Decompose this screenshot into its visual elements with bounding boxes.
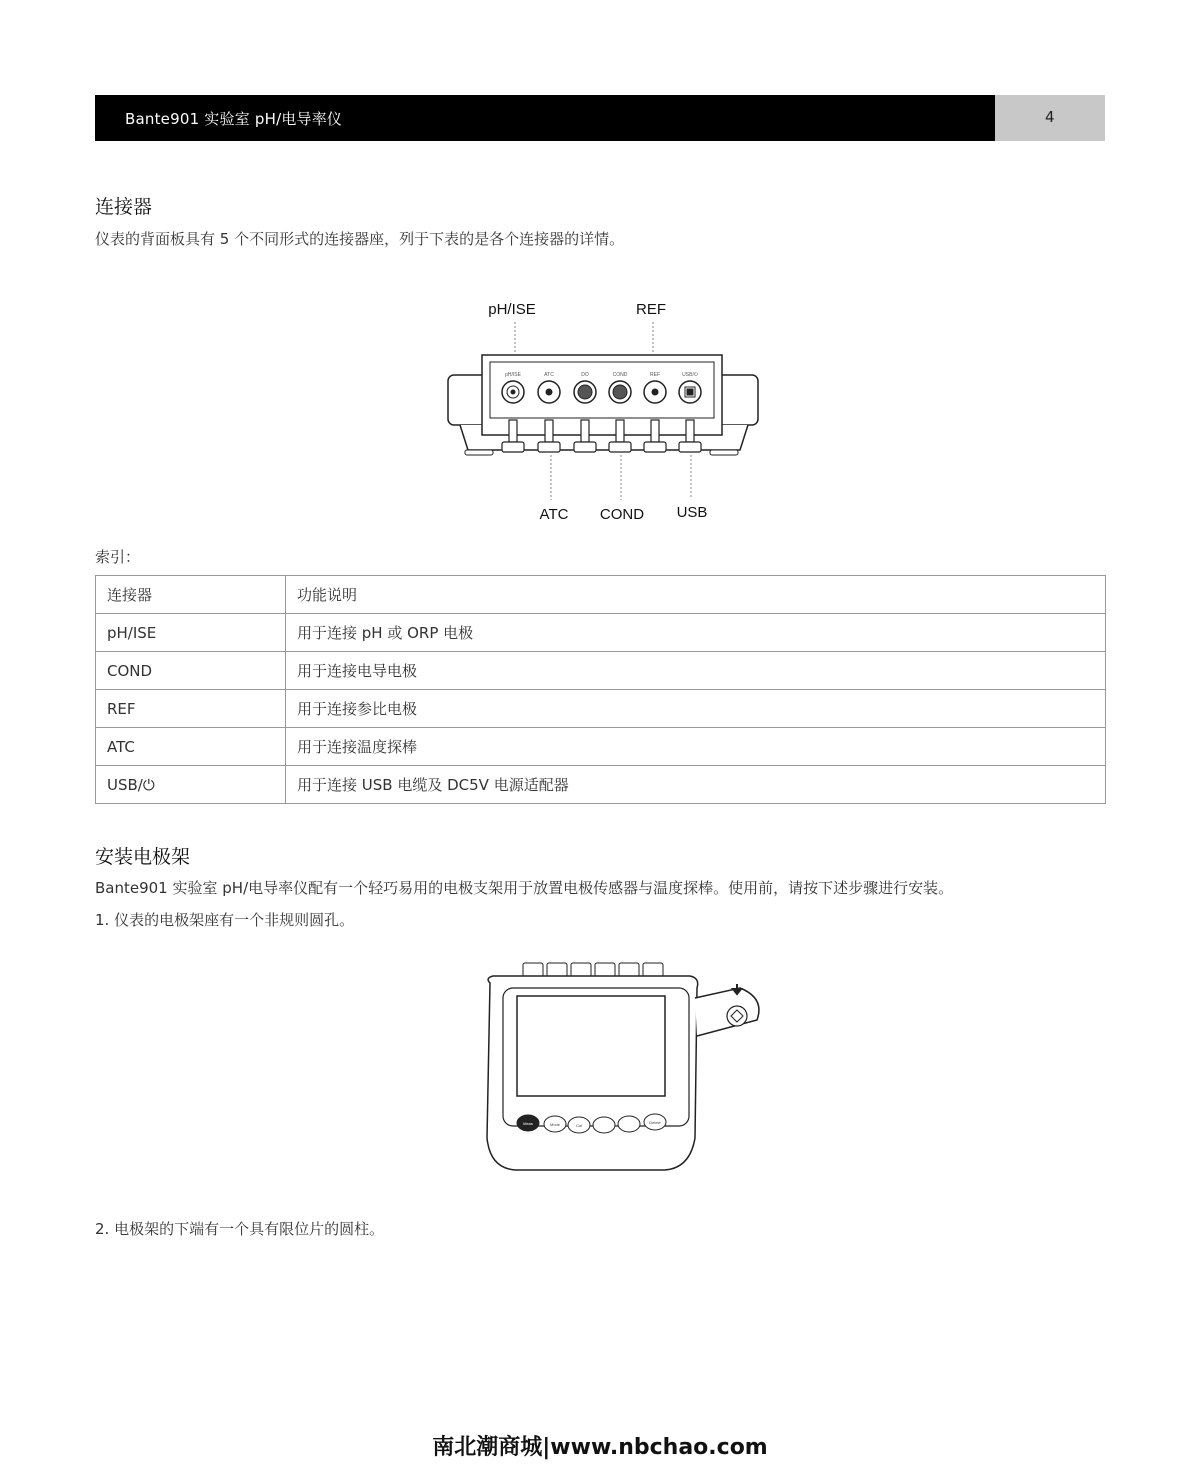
table-header-connector: 连接器 [96, 576, 286, 614]
svg-text:Meas: Meas [523, 1121, 533, 1126]
svg-text:REF: REF [650, 372, 660, 378]
table-row [96, 652, 1106, 690]
table-cell: 用于连接温度探棒 [286, 728, 1106, 766]
svg-text:Cal: Cal [575, 1123, 583, 1128]
callout-atc: ATC [539, 506, 569, 523]
table-header-row [96, 576, 1106, 614]
table-cell: 用于连接 pH 或 ORP 电极 [286, 614, 1106, 652]
callout-ph-ise: pH/ISE [488, 301, 536, 318]
table-row [96, 614, 1106, 652]
header-bar [95, 95, 995, 141]
table-cell: 用于连接电导电极 [286, 652, 1106, 690]
step-2: 2. 电极架的下端有一个具有限位片的圆柱。 [95, 1220, 385, 1238]
table-cell: USB/⏻ [96, 766, 286, 804]
index-label: 索引： [95, 548, 141, 566]
document-title: Bante901 实验室 pH/电导率仪 [125, 110, 343, 128]
svg-text:pH/ISE: pH/ISE [505, 372, 521, 378]
connectors-heading: 连接器 [95, 196, 153, 218]
rear-panel-figure [440, 290, 770, 530]
table-cell: pH/ISE [96, 614, 286, 652]
table-cell: REF [96, 690, 286, 728]
svg-text:Mode: Mode [549, 1122, 561, 1127]
svg-text:USB/⏻: USB/⏻ [682, 372, 698, 378]
table-cell: 用于连接 USB 电缆及 DC5V 电源适配器 [286, 766, 1106, 804]
table-header-function: 功能说明 [286, 576, 1106, 614]
table-row [96, 690, 1106, 728]
svg-text:ATC: ATC [544, 372, 554, 378]
front-panel-figure [475, 958, 775, 1180]
table-row [96, 766, 1106, 804]
page-number: 4 [1045, 108, 1055, 126]
table-cell: 用于连接参比电极 [286, 690, 1106, 728]
footer-watermark: 南北潮商城|www.nbchao.com [432, 1435, 768, 1460]
holder-intro: Bante901 实验室 pH/电导率仪配有一个轻巧易用的电极支架用于放置电极传感器与温度探棒。使用前，请按下述步骤进行安装。 [95, 879, 954, 897]
page-number-box [995, 95, 1105, 141]
table-cell: COND [96, 652, 286, 690]
callout-usb: USB [676, 504, 708, 521]
table-row [96, 728, 1106, 766]
svg-text:COND: COND [612, 372, 628, 378]
table-cell: ATC [96, 728, 286, 766]
callout-ref: REF [636, 301, 666, 318]
connectors-intro: 仪表的背面板具有 5 个不同形式的连接器座，列于下表的是各个连接器的详情。 [95, 230, 625, 248]
step-1: 1. 仪表的电极架座有一个非规则圆孔。 [95, 911, 355, 929]
svg-text:DO: DO [581, 372, 589, 378]
svg-text:Delete: Delete [649, 1120, 661, 1125]
connector-table [95, 575, 1106, 804]
callout-cond: COND [599, 506, 645, 523]
holder-heading: 安装电极架 [95, 846, 191, 868]
